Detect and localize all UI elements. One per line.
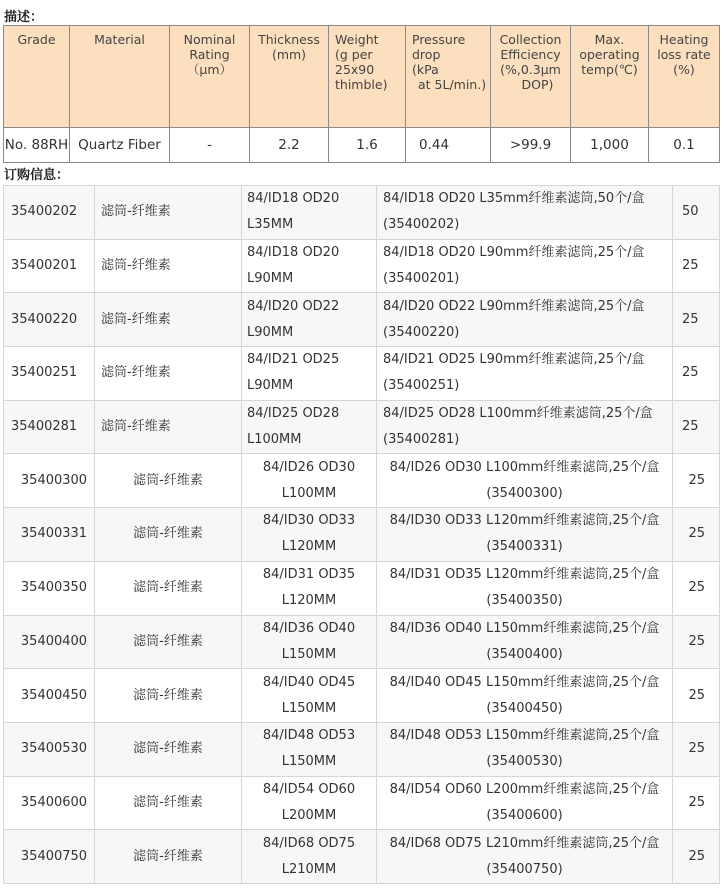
pack-quantity: 25	[673, 293, 720, 347]
product-code: 35400201	[4, 239, 95, 293]
product-code: 35400350	[4, 561, 95, 615]
pack-quantity: 25	[673, 722, 720, 776]
product-type: 滤筒-纤维素	[95, 508, 242, 562]
pack-quantity: 25	[673, 508, 720, 562]
pack-quantity: 25	[673, 615, 720, 669]
spec-value-nominal-rating: -	[170, 128, 250, 163]
table-row	[4, 347, 720, 401]
table-row	[4, 293, 720, 347]
spec-header-grade: Grade	[4, 26, 70, 128]
product-spec: 84/ID20 OD22 L90MM	[242, 293, 377, 347]
product-code: 35400300	[4, 454, 95, 508]
product-code: 35400450	[4, 669, 95, 723]
product-code: 35400750	[4, 830, 95, 884]
product-description: 84/ID18 OD20 L90mm纤维素滤筒,25个/盒 (35400201)	[377, 239, 673, 293]
product-type: 滤筒-纤维素	[95, 776, 242, 830]
product-description: 84/ID48 OD53 L150mm纤维素滤筒,25个/盒 (35400530)	[377, 722, 673, 776]
spec-header-material: Material	[70, 26, 170, 128]
product-description: 84/ID18 OD20 L35mm纤维素滤筒,50个/盒 (35400202)	[377, 186, 673, 240]
pack-quantity: 25	[673, 454, 720, 508]
product-code: 35400281	[4, 400, 95, 454]
product-type: 滤筒-纤维素	[95, 669, 242, 723]
description-heading: 描述：	[4, 10, 44, 25]
product-spec: 84/ID30 OD33 L120MM	[242, 508, 377, 562]
table-row	[4, 561, 720, 615]
pack-quantity: 25	[673, 776, 720, 830]
spec-table	[3, 25, 720, 163]
product-code: 35400331	[4, 508, 95, 562]
product-description: 84/ID40 OD45 L150mm纤维素滤筒,25个/盒 (35400450)	[377, 669, 673, 723]
spec-value-collection-efficiency: >99.9	[491, 128, 571, 163]
product-type: 滤筒-纤维素	[95, 722, 242, 776]
product-code: 35400251	[4, 347, 95, 401]
product-type: 滤筒-纤维素	[95, 186, 242, 240]
pack-quantity: 25	[673, 239, 720, 293]
spec-header-weight: Weight (g per 25x90 thimble)	[329, 26, 406, 128]
product-spec: 84/ID54 OD60 L200MM	[242, 776, 377, 830]
spec-value-weight: 1.6	[329, 128, 406, 163]
product-type: 滤筒-纤维素	[95, 615, 242, 669]
spec-header-heating-loss-rate: Heating loss rate (%)	[649, 26, 720, 128]
spec-header-pressure-drop: Pressure drop (kPa at 5L/min.)	[406, 26, 491, 128]
product-spec: 84/ID68 OD75 L210MM	[242, 830, 377, 884]
product-spec: 84/ID25 OD28 L100MM	[242, 400, 377, 454]
product-type: 滤筒-纤维素	[95, 239, 242, 293]
table-row	[4, 400, 720, 454]
product-description: 84/ID21 OD25 L90mm纤维素滤筒,25个/盒 (35400251)	[377, 347, 673, 401]
product-type: 滤筒-纤维素	[95, 561, 242, 615]
product-code: 35400530	[4, 722, 95, 776]
pack-quantity: 25	[673, 347, 720, 401]
spec-value-thickness: 2.2	[250, 128, 329, 163]
product-spec: 84/ID48 OD53 L150MM	[242, 722, 377, 776]
product-spec: 84/ID21 OD25 L90MM	[242, 347, 377, 401]
order-table	[3, 185, 720, 884]
spec-value-heating-loss-rate: 0.1	[649, 128, 720, 163]
product-code: 35400400	[4, 615, 95, 669]
product-code: 35400202	[4, 186, 95, 240]
product-type: 滤筒-纤维素	[95, 400, 242, 454]
pack-quantity: 25	[673, 400, 720, 454]
spec-header-nominal-rating: Nominal Rating （μm）	[170, 26, 250, 128]
spec-value-grade: No. 88RH	[4, 128, 70, 163]
product-description: 84/ID54 OD60 L200mm纤维素滤筒,25个/盒 (35400600)	[377, 776, 673, 830]
pack-quantity: 25	[673, 561, 720, 615]
product-description: 84/ID30 OD33 L120mm纤维素滤筒,25个/盒 (35400331)	[377, 508, 673, 562]
product-description: 84/ID31 OD35 L120mm纤维素滤筒,25个/盒 (35400350)	[377, 561, 673, 615]
pack-quantity: 25	[673, 669, 720, 723]
product-code: 35400600	[4, 776, 95, 830]
product-description: 84/ID36 OD40 L150mm纤维素滤筒,25个/盒 (35400400)	[377, 615, 673, 669]
product-type: 滤筒-纤维素	[95, 454, 242, 508]
product-description: 84/ID26 OD30 L100mm纤维素滤筒,25个/盒 (35400300)	[377, 454, 673, 508]
spec-value-material: Quartz Fiber	[70, 128, 170, 163]
table-row	[4, 239, 720, 293]
spec-value-max-operating-temp: 1,000	[571, 128, 649, 163]
spec-header-thickness: Thickness (mm)	[250, 26, 329, 128]
product-type: 滤筒-纤维素	[95, 830, 242, 884]
product-type: 滤筒-纤维素	[95, 347, 242, 401]
product-spec: 84/ID40 OD45 L150MM	[242, 669, 377, 723]
table-row	[4, 830, 720, 884]
order-info-heading: 订购信息：	[4, 168, 70, 183]
table-row	[4, 508, 720, 562]
table-row	[4, 776, 720, 830]
product-description: 84/ID20 OD22 L90mm纤维素滤筒,25个/盒 (35400220)	[377, 293, 673, 347]
table-row	[4, 669, 720, 723]
table-row	[4, 186, 720, 240]
product-spec: 84/ID18 OD20 L35MM	[242, 186, 377, 240]
spec-header-collection-efficiency: Collection Efficiency (%,0.3μm DOP)	[491, 26, 571, 128]
product-spec: 84/ID26 OD30 L100MM	[242, 454, 377, 508]
product-spec: 84/ID36 OD40 L150MM	[242, 615, 377, 669]
table-row	[4, 615, 720, 669]
spec-header-max-operating-temp: Max. operating temp(℃)	[571, 26, 649, 128]
product-description: 84/ID68 OD75 L210mm纤维素滤筒,25个/盒 (35400750)	[377, 830, 673, 884]
table-row	[4, 454, 720, 508]
pack-quantity: 25	[673, 830, 720, 884]
table-row	[4, 722, 720, 776]
product-description: 84/ID25 OD28 L100mm纤维素滤筒,25个/盒 (35400281)	[377, 400, 673, 454]
product-type: 滤筒-纤维素	[95, 293, 242, 347]
spec-value-pressure-drop: 0.44	[406, 128, 491, 163]
product-spec: 84/ID18 OD20 L90MM	[242, 239, 377, 293]
product-spec: 84/ID31 OD35 L120MM	[242, 561, 377, 615]
product-code: 35400220	[4, 293, 95, 347]
pack-quantity: 50	[673, 186, 720, 240]
